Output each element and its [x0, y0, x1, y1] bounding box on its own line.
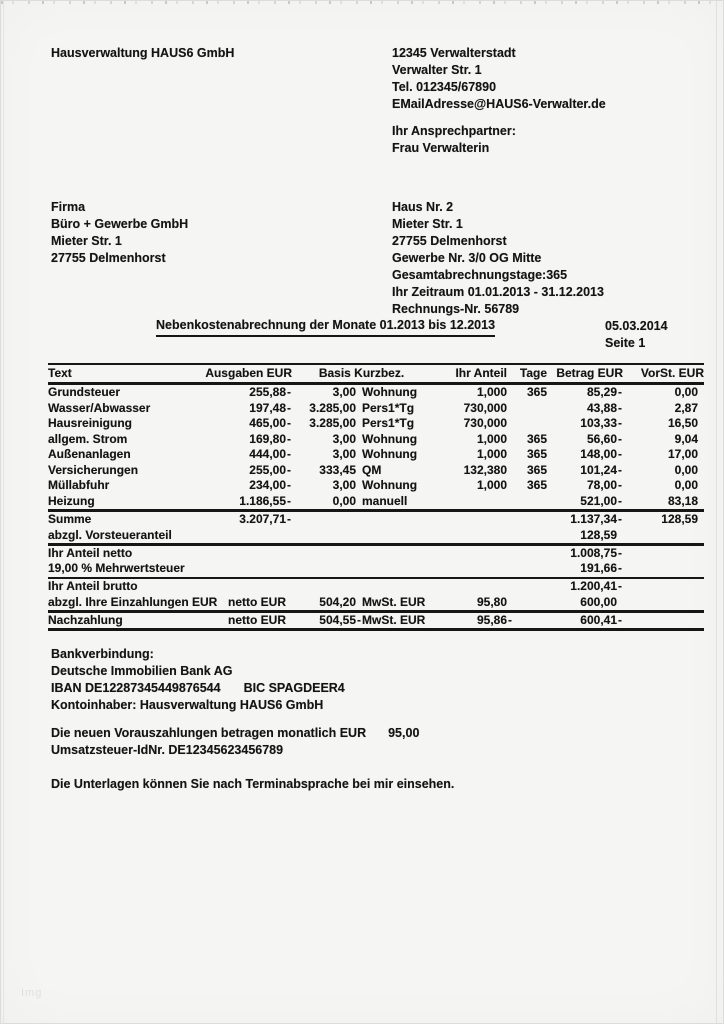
sender-name: Hausverwaltung HAUS6 GmbH [51, 46, 235, 60]
recipient-address-line: Büro + Gewerbe GmbH [51, 217, 189, 231]
table-cell [507, 595, 513, 611]
column-header-tage: Tage [519, 366, 547, 380]
vorst-value: 0,00 [674, 478, 698, 492]
iban-bic-line [51, 680, 345, 697]
table-row [48, 432, 704, 448]
basis-unit: Wohnung [362, 431, 418, 446]
basis-unit: MwSt. EUR [362, 594, 426, 609]
anteil-value: 132,380 [463, 462, 507, 477]
table-cell: - [618, 545, 622, 560]
advance-payment-value: 95,00 [388, 726, 420, 740]
contact-heading: Ihr Ansprechpartner: [392, 124, 516, 138]
closing-note: Die Unterlagen können Sie nach Terminabsprache bei mir einsehen. [51, 777, 455, 791]
property-detail-line: Mieter Str. 1 [392, 217, 463, 231]
row-label: Hausreinigung [48, 416, 133, 430]
column-header-basis: Basis Kurzbez. [318, 366, 405, 380]
table-row [48, 385, 704, 401]
scan-artifact-top [1, 1, 723, 4]
table-row [48, 595, 704, 611]
basis-unit: Wohnung [362, 478, 418, 492]
sender-address [392, 45, 606, 113]
iban: IBAN DE12287345449876544 [51, 681, 221, 695]
ausgaben-value: netto EUR [228, 594, 286, 609]
column-header-betrag: Betrag EUR [556, 366, 623, 380]
basis-unit: QM [362, 462, 382, 477]
table-cell: - [287, 447, 291, 461]
table-cell: - [287, 431, 291, 446]
basis-value: 3.285,00 [309, 416, 356, 430]
watermark: Img [21, 987, 43, 999]
vorst-value: 2,87 [674, 400, 698, 415]
tage-value: 365 [526, 462, 547, 477]
table-row [48, 528, 704, 544]
table-cell: - [287, 416, 291, 430]
anteil-value: 1,000 [476, 431, 507, 446]
anteil-value: 730,000 [463, 416, 507, 430]
summary-label: Ihr Anteil netto [48, 545, 133, 560]
ausgaben-value: 3.207,71 [239, 512, 286, 526]
row-label [48, 595, 286, 611]
ausgaben-value: 465,00 [249, 416, 286, 430]
bic: BIC SPAGDEER4 [243, 681, 345, 695]
table-cell: - [357, 612, 361, 627]
table-row [48, 579, 704, 595]
account-holder: Kontoinhaber: Hausverwaltung HAUS6 GmbH [51, 698, 324, 712]
summary-label: Nachzahlung [48, 612, 123, 627]
row-label [48, 613, 286, 629]
vorst-value: 0,00 [674, 462, 698, 477]
anteil-value: 95,80 [476, 594, 507, 609]
horizontal-rule [48, 628, 704, 631]
tage-value: 365 [526, 478, 547, 492]
tage-value [513, 401, 547, 417]
bank-details [51, 646, 345, 714]
basis-value: 504,20 [319, 594, 356, 609]
summary-label: Ihr Anteil brutto [48, 579, 138, 593]
betrag-value: 1.200,41 [570, 579, 617, 593]
betrag-value: 128,59 [580, 527, 617, 542]
ausgaben-value: 169,80 [249, 431, 286, 446]
ausgaben-value: 444,00 [249, 447, 286, 461]
basis-value: 0,00 [332, 493, 356, 508]
betrag-value: 78,00 [586, 478, 617, 492]
sender-address-line: Verwalter Str. 1 [392, 63, 482, 77]
recipient-address-line: Firma [51, 200, 86, 214]
ausgaben-value: 197,48 [249, 400, 286, 415]
row-label [48, 512, 286, 528]
column-header-anteil: Ihr Anteil [455, 366, 507, 380]
table-cell: - [618, 385, 622, 399]
table-row [48, 512, 704, 528]
property-detail-line: Rechnungs-Nr. 56789 [392, 302, 520, 316]
recipient-address-line: Mieter Str. 1 [51, 234, 122, 248]
vorst-value: 9,04 [674, 431, 698, 446]
basis-value: 3,00 [332, 431, 356, 446]
vorst-value: 128,59 [661, 512, 698, 526]
basis-unit: Pers1*Tg [362, 400, 415, 415]
basis-value: 3,00 [332, 385, 356, 399]
table-cell: - [618, 478, 622, 492]
table-cell [617, 528, 623, 544]
betrag-value: 600,41 [580, 612, 617, 627]
anteil-value: 1,000 [476, 447, 507, 461]
tage-value: 365 [526, 431, 547, 446]
table-row [48, 613, 704, 629]
betrag-value: 85,29 [586, 385, 617, 399]
table-cell: - [287, 385, 291, 399]
sender-address-line: 12345 Verwalterstadt [392, 46, 516, 60]
basis-unit: manuell [362, 493, 408, 508]
summary-label: abzgl. Ihre Einzahlungen EUR [48, 594, 218, 609]
row-label: Müllabfuhr [48, 478, 110, 492]
statement-title: Nebenkostenabrechnung der Monate 01.2013 bis 12.2013 [156, 318, 495, 337]
column-header-vorst: VorSt. EUR [640, 366, 704, 380]
property-detail-line: Gewerbe Nr. 3/0 OG Mitte [392, 251, 542, 265]
summary-label: abzgl. Vorsteueranteil [48, 527, 172, 542]
vorst-value: 17,00 [667, 447, 698, 461]
vat-id: Umsatzsteuer-IdNr. DE12345623456789 [51, 743, 284, 757]
tage-value [513, 416, 547, 432]
contact-name: Frau Verwalterin [392, 141, 490, 155]
basis-unit: Pers1*Tg [362, 416, 415, 430]
sender-address-line: Tel. 012345/67890 [392, 80, 497, 94]
column-header-ausgaben: Ausgaben EUR [205, 366, 292, 380]
row-label: allgem. Strom [48, 431, 128, 446]
basis-value: 504,55 [319, 612, 356, 627]
property-detail-line: Ihr Zeitraum 01.01.2013 - 31.12.2013 [392, 285, 604, 299]
betrag-value: 521,00 [580, 493, 617, 508]
table-cell: - [287, 493, 291, 508]
table-cell: - [618, 400, 622, 415]
anteil-value: 1,000 [476, 478, 507, 492]
page-number: Seite 1 [605, 336, 646, 350]
column-header-text: Text [48, 366, 72, 380]
anteil-value: 730,000 [463, 400, 507, 415]
property-detail-line: Haus Nr. 2 [392, 200, 454, 214]
basis-unit: Wohnung [362, 385, 418, 399]
table-cell: - [618, 579, 622, 593]
betrag-value: 191,66 [580, 561, 617, 575]
anteil-value: 1,000 [476, 385, 507, 399]
table-row [48, 478, 704, 494]
tage-value [513, 494, 547, 510]
table-cell: - [618, 561, 622, 575]
table-cell: - [618, 462, 622, 477]
scan-artifact-left-edge [3, 1, 4, 1023]
tage-value: 365 [526, 385, 547, 399]
table-cell: - [618, 447, 622, 461]
betrag-value: 1.008,75 [570, 545, 617, 560]
sender-address-line: EMailAdresse@HAUS6-Verwalter.de [392, 97, 606, 111]
row-label: Wasser/Abwasser [48, 400, 151, 415]
ausgaben-value: 255,00 [249, 462, 286, 477]
scan-artifact-right-edge [716, 1, 717, 1023]
table-row [48, 416, 704, 432]
anteil-value [431, 494, 507, 510]
advance-payment-label: Die neuen Vorauszahlungen betragen monatlich EUR [51, 726, 367, 740]
ausgaben-value: netto EUR [228, 612, 286, 627]
table-row [48, 463, 704, 479]
basis-value: 333,45 [319, 462, 356, 477]
anteil-value: 95,86 [476, 612, 507, 627]
table-cell: - [287, 462, 291, 477]
betrag-value: 148,00 [580, 447, 617, 461]
bank-name: Deutsche Immobilien Bank AG [51, 664, 233, 678]
recipient-address [51, 199, 188, 267]
betrag-value: 43,88 [586, 400, 617, 415]
ausgaben-value: 234,00 [249, 478, 286, 492]
vorst-value: 16,50 [667, 416, 698, 430]
property-detail-line: 27755 Delmenhorst [392, 234, 507, 248]
row-label: Grundsteuer [48, 385, 121, 399]
ausgaben-value: 1.186,55 [239, 493, 286, 508]
table-cell: - [287, 512, 291, 526]
vorst-value: 0,00 [674, 385, 698, 399]
basis-value: 3,00 [332, 447, 356, 461]
vorst-value: 83,18 [667, 493, 698, 508]
row-label: Versicherungen [48, 462, 139, 477]
table-row [48, 561, 704, 577]
basis-unit: MwSt. EUR [362, 612, 426, 627]
ausgaben-value: 255,88 [249, 385, 286, 399]
contact-block [392, 123, 516, 157]
table-cell [617, 595, 623, 611]
date-block [605, 318, 668, 352]
betrag-value: 1.137,34 [570, 512, 617, 526]
recipient-address-line: 27755 Delmenhorst [51, 251, 166, 265]
basis-unit: Wohnung [362, 447, 418, 461]
table-cell: - [287, 478, 291, 492]
basis-value: 3.285,00 [309, 400, 356, 415]
row-label: Außenanlagen [48, 447, 131, 461]
betrag-value: 600,00 [580, 594, 617, 609]
table-row [48, 365, 704, 382]
table-cell: - [508, 612, 512, 627]
tage-value: 365 [526, 447, 547, 461]
table-row [48, 494, 704, 510]
betrag-value: 103,33 [580, 416, 617, 430]
property-detail-line: Gesamtabrechnungstage:365 [392, 268, 568, 282]
table-row [48, 546, 704, 562]
bank-heading: Bankverbindung: [51, 647, 154, 661]
betrag-value: 101,24 [580, 462, 617, 477]
basis-value: 3,00 [332, 478, 356, 492]
table-cell: - [287, 400, 291, 415]
statement-date: 05.03.2014 [605, 319, 668, 333]
advance-payment-line [51, 725, 419, 742]
row-label: Heizung [48, 493, 95, 508]
table-cell: - [618, 512, 622, 526]
table-cell: - [618, 416, 622, 430]
property-details [392, 199, 604, 318]
table-cell: - [618, 493, 622, 508]
table-cell: - [618, 612, 622, 627]
table-row [48, 447, 704, 463]
table-row [48, 401, 704, 417]
betrag-value: 56,60 [586, 431, 617, 446]
cost-statement-table [48, 363, 704, 631]
summary-label: 19,00 % Mehrwertsteuer [48, 561, 185, 575]
table-cell: - [618, 431, 622, 446]
summary-label: Summe [48, 512, 92, 526]
